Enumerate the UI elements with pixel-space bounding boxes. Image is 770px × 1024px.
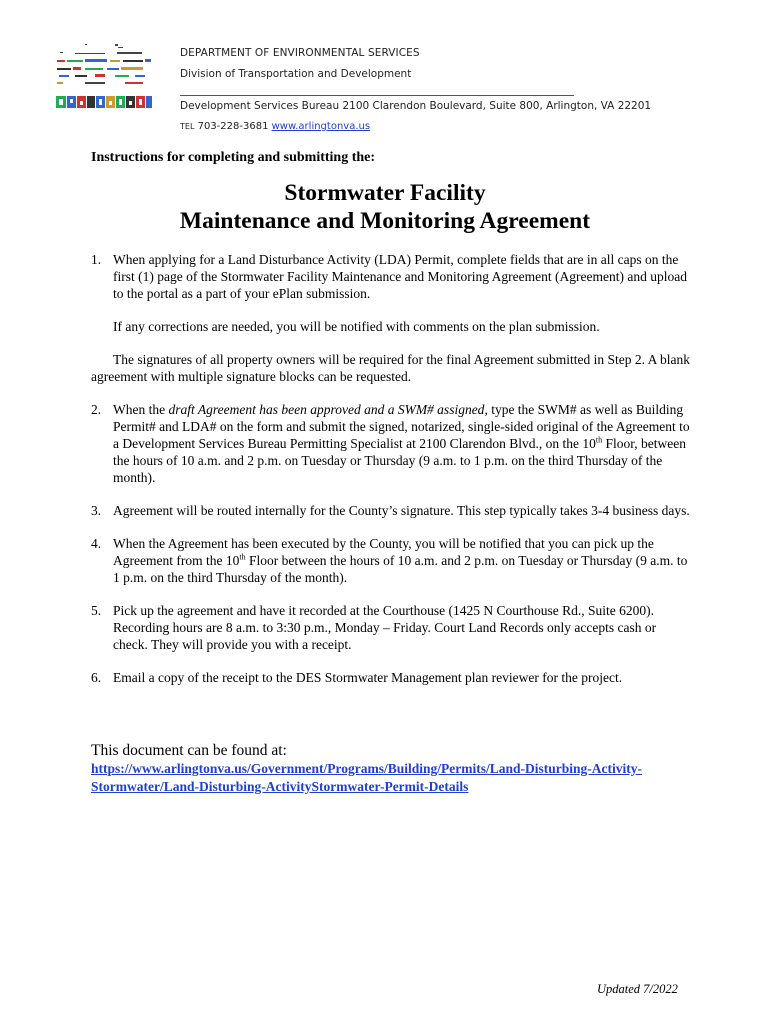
contact-line bbox=[180, 121, 370, 132]
item-number: 4. bbox=[91, 536, 102, 551]
document-url-link[interactable]: https://www.arlingtonva.us/Government/Programs/Building/Permits/Land-Disturbing-Activity-Stormwater/Land-Disturbing-ActivityStormwater-Permit-Details bbox=[91, 761, 643, 794]
division-name: Division of Transportation and Development bbox=[180, 68, 412, 80]
website-link[interactable]: www.arlingtonva.us bbox=[271, 121, 371, 132]
tel-label: TEL bbox=[180, 122, 195, 131]
document-location bbox=[91, 742, 711, 796]
item-text: When applying for a Land Disturbance Activity (LDA) Permit, complete fields that are in all caps on the first (1) page of the Stormwater Facility Maintenance and Monitoring Agreement (Agreement) and upload to the portal as a part of your ePlan submission. bbox=[113, 252, 687, 301]
item-text: Email a copy of the receipt to the DES Stormwater Management plan reviewer for the project. bbox=[113, 670, 623, 685]
item-number: 2. bbox=[91, 402, 102, 417]
list-item bbox=[91, 602, 691, 653]
item-text: When the Agreement has been executed by the County, you will be notified that you can pick up the Agreement from the 10th Floor between the hours of 10 a.m. and 2 p.m. on Tuesday or Thursday (9 a.m. to 1 p.m. on the third Thursday of the month). bbox=[113, 536, 688, 585]
item-number: 6. bbox=[91, 670, 102, 685]
arlington-logo bbox=[55, 44, 153, 116]
bureau-address: Development Services Bureau 2100 Clarendon Boulevard, Suite 800, Arlington, VA 22201 bbox=[180, 100, 652, 112]
corrections-note: If any corrections are needed, you will be notified with comments on the plan submission. bbox=[113, 319, 600, 334]
item-number: 3. bbox=[91, 503, 102, 518]
department-name: DEPARTMENT OF ENVIRONMENTAL SERVICES bbox=[180, 47, 420, 59]
list-item bbox=[91, 669, 691, 686]
document-title-line-1: Stormwater Facility bbox=[284, 180, 486, 206]
header-divider bbox=[180, 95, 574, 96]
location-label: This document can be found at: bbox=[91, 742, 287, 759]
list-item bbox=[91, 535, 691, 586]
intro-heading: Instructions for completing and submitting the: bbox=[91, 150, 376, 165]
document-title-line-2: Maintenance and Monitoring Agreement bbox=[179, 208, 591, 234]
list-item bbox=[91, 401, 691, 486]
item-number: 5. bbox=[91, 603, 102, 618]
list-item bbox=[91, 502, 691, 519]
signatures-note: The signatures of all property owners will be required for the final Agreement submitted in Step 2. A blank agreement with multiple signature blocks can be requested. bbox=[91, 352, 690, 384]
item-number: 1. bbox=[91, 252, 102, 267]
tel-number: 703-228-3681 bbox=[197, 121, 269, 132]
item-text: Pick up the agreement and have it recorded at the Courthouse (1425 N Courthouse Rd., Suite 6200). Recording hours are 8 a.m. to 3:30 p.m., Monday – Friday. Court Land Records only accepts cash or check. They will provide you with a receipt. bbox=[113, 603, 657, 652]
item-text: Agreement will be routed internally for the County’s signature. This step typically takes 3-4 business days. bbox=[113, 503, 690, 518]
list-item bbox=[91, 251, 691, 385]
instructions-list bbox=[91, 251, 691, 686]
item-text: When the draft Agreement has been approved and a SWM# assigned, type the SWM# as well as Building Permit# and LDA# on the form and submit the signed, notarized, single-sided original of the Agreement to a Development Services Bureau Permitting Specialist at 2100 Clarendon Blvd., on the 10th Floor, between the hours of 10 a.m. and 2 p.m. on Tuesday or Thursday (9 a.m. to 1 p.m. on the third Thursday of the month). bbox=[113, 402, 690, 485]
updated-date: Updated 7/2022 bbox=[597, 982, 678, 996]
